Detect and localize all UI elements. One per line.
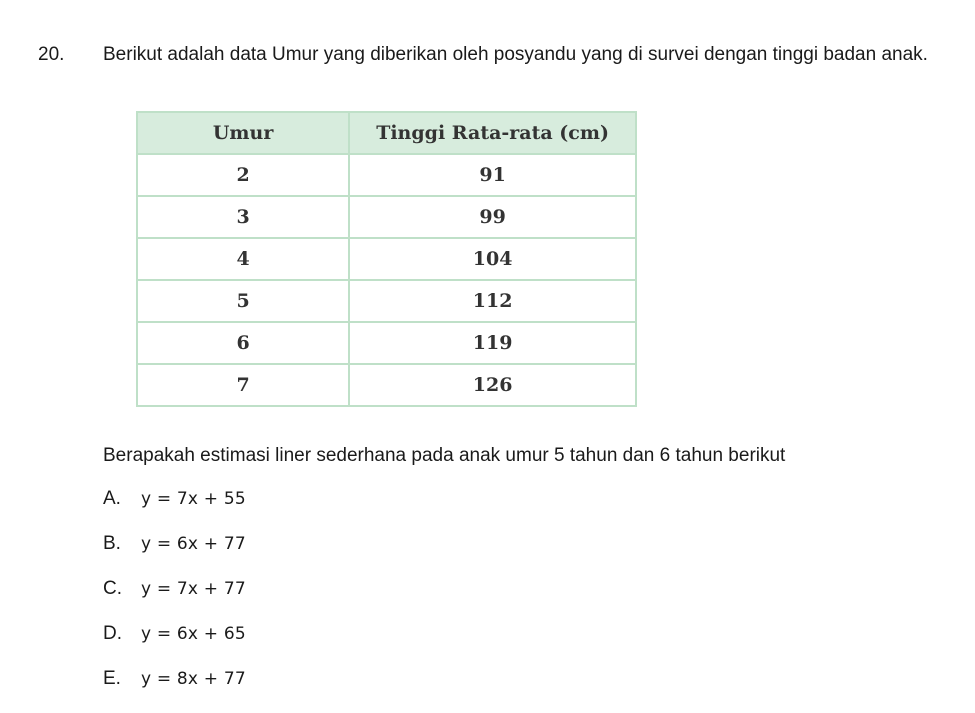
table-row: [137, 322, 636, 364]
option-equation: y = 7x + 77: [141, 579, 246, 599]
cell-age: 4: [137, 238, 349, 280]
option-b[interactable]: [103, 533, 246, 578]
table-row: [137, 364, 636, 406]
option-letter: C.: [103, 578, 122, 599]
option-equation: y = 7x + 55: [141, 489, 246, 509]
age-height-table: [136, 111, 637, 407]
cell-height: 126: [349, 364, 636, 406]
option-equation: y = 8x + 77: [141, 669, 246, 689]
option-e[interactable]: [103, 668, 246, 713]
option-letter: E.: [103, 668, 121, 689]
option-letter: A.: [103, 488, 121, 509]
option-a[interactable]: [103, 488, 246, 533]
cell-height: 99: [349, 196, 636, 238]
table-row: [137, 238, 636, 280]
table-row: [137, 154, 636, 196]
table-header-row: [137, 112, 636, 154]
cell-age: 6: [137, 322, 349, 364]
option-equation: y = 6x + 65: [141, 624, 246, 644]
header-height: Tinggi Rata-rata (cm): [349, 112, 636, 154]
option-letter: B.: [103, 533, 121, 554]
cell-age: 5: [137, 280, 349, 322]
option-c[interactable]: [103, 578, 246, 623]
table-row: [137, 196, 636, 238]
cell-age: 2: [137, 154, 349, 196]
question-prompt: Berapakah estimasi liner sederhana pada anak umur 5 tahun dan 6 tahun berikut: [103, 445, 786, 466]
option-d[interactable]: [103, 623, 246, 668]
cell-height: 119: [349, 322, 636, 364]
option-equation: y = 6x + 77: [141, 534, 246, 554]
cell-height: 112: [349, 280, 636, 322]
option-letter: D.: [103, 623, 122, 644]
header-age: Umur: [137, 112, 349, 154]
question-text: Berikut adalah data Umur yang diberikan oleh posyandu yang di survei dengan tinggi badan anak.: [103, 44, 928, 65]
answer-options: [103, 488, 246, 713]
cell-height: 91: [349, 154, 636, 196]
cell-age: 7: [137, 364, 349, 406]
question-number: 20.: [38, 44, 65, 65]
table-row: [137, 280, 636, 322]
cell-height: 104: [349, 238, 636, 280]
cell-age: 3: [137, 196, 349, 238]
